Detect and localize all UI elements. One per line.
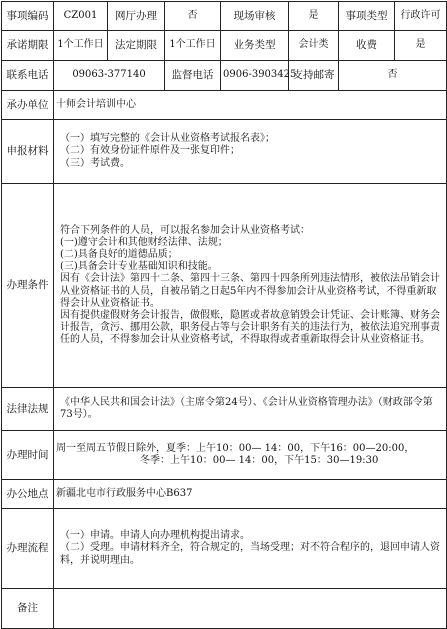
condition-line: 因有《会计法》第四十二条、第四十三条、第四十四条所列违法情形，被依法吊销会计从业资格证书的人员，自被吊销之日起5年内不得参加会计从业资格考试，不得重新取得会计从业资格证书。 [60, 273, 440, 309]
mail-support-value: 否 [339, 61, 447, 91]
condition-line: (二)具备良好的道德品质； [60, 248, 178, 260]
materials-item: （二）有效身份证件原件及一张复印件； [60, 145, 240, 157]
note-value [54, 589, 447, 629]
business-type-label: 业务类型 [221, 31, 289, 61]
business-type-value: 会计类 [289, 31, 339, 61]
time-text [54, 431, 447, 480]
address-value: 新疆北屯市行政服务中心B637 [54, 480, 447, 509]
legal-period-label: 法定期限 [108, 31, 165, 61]
flow-step: （一）申请。申请人向办理机构提出请求。 [60, 530, 250, 542]
onsite-label: 现场审核 [221, 2, 289, 31]
note-label: 备注 [2, 589, 54, 629]
law-label: 法律法规 [2, 388, 54, 431]
fee-value: 是 [395, 31, 447, 61]
supervise-phone-label: 监督电话 [165, 61, 221, 91]
time-label: 办理时间 [2, 431, 54, 480]
item-code-value: CZ001 [54, 2, 108, 31]
time-line-summer: 周一至周五节假日除外，夏季：上午10：00— 14：00，下午16：00—20:00， [56, 442, 415, 454]
flow-label: 办理流程 [2, 509, 54, 589]
fee-label: 收费 [339, 31, 395, 61]
item-type-label: 事项类型 [339, 2, 395, 31]
org-label: 承办单位 [2, 91, 54, 120]
materials-item: （一）填写完整的《会计从业资格考试报名表》； [60, 133, 275, 145]
item-type-value: 行政许可 [395, 2, 447, 31]
promise-period-value: 1个工作日 [54, 31, 108, 61]
conditions-text [54, 184, 447, 388]
flow-text [54, 509, 447, 589]
address-label: 办公地点 [2, 480, 54, 509]
condition-line: (一)遵守会计和其他财经法律、法规； [60, 236, 228, 248]
materials-label: 申报材料 [2, 120, 54, 184]
online-value: 否 [165, 2, 221, 31]
contact-phone-label: 联系电话 [2, 61, 54, 91]
time-line-winter: 冬季：上午10：00— 14：00，下午15：30—19:30 [140, 455, 379, 466]
law-text: 《中华人民共和国会计法》（主席令第24号）、《会计从业资格管理办法》（财政部令第73号）。 [54, 388, 447, 431]
online-label: 网厅办理 [108, 2, 165, 31]
conditions-label: 办理条件 [2, 184, 54, 388]
condition-line: 因有提供虚假财务会计报告，做假账，隐匿或者故意销毁会计凭证、会计账簿、财务会计报告，贪污、挪用公款，职务侵占等与会计职务有关的违法行为，被依法追究刑事责任的人员，不得参加会计从业资格考试，不得取得或者重新取得会计从业资格证书。 [60, 309, 440, 346]
legal-period-value: 1个工作日 [165, 31, 221, 61]
onsite-value: 是 [289, 2, 339, 31]
contact-phone-value: 09063-377140 [54, 61, 165, 91]
mail-support-label: 支持邮寄 [289, 61, 339, 91]
org-value: 十师会计培训中心 [54, 91, 447, 120]
promise-period-label: 承诺期限 [2, 31, 54, 61]
item-code-label: 事项编码 [2, 2, 54, 31]
supervise-phone-value: 0906-3903425 [221, 61, 289, 91]
condition-line: 符合下列条件的人员，可以报名参加会计从业资格考试： [60, 224, 310, 236]
flow-step: （二）受理。申请材料齐全，符合规定的，当场受理；对不符合程序的，退回申请人资料，并说明理由。 [60, 542, 440, 566]
materials-list [54, 120, 447, 184]
condition-line: (三)具备会计专业基础知识和技能。 [60, 261, 218, 273]
materials-item: （三）考试费。 [60, 157, 130, 169]
service-item-table [1, 1, 447, 629]
